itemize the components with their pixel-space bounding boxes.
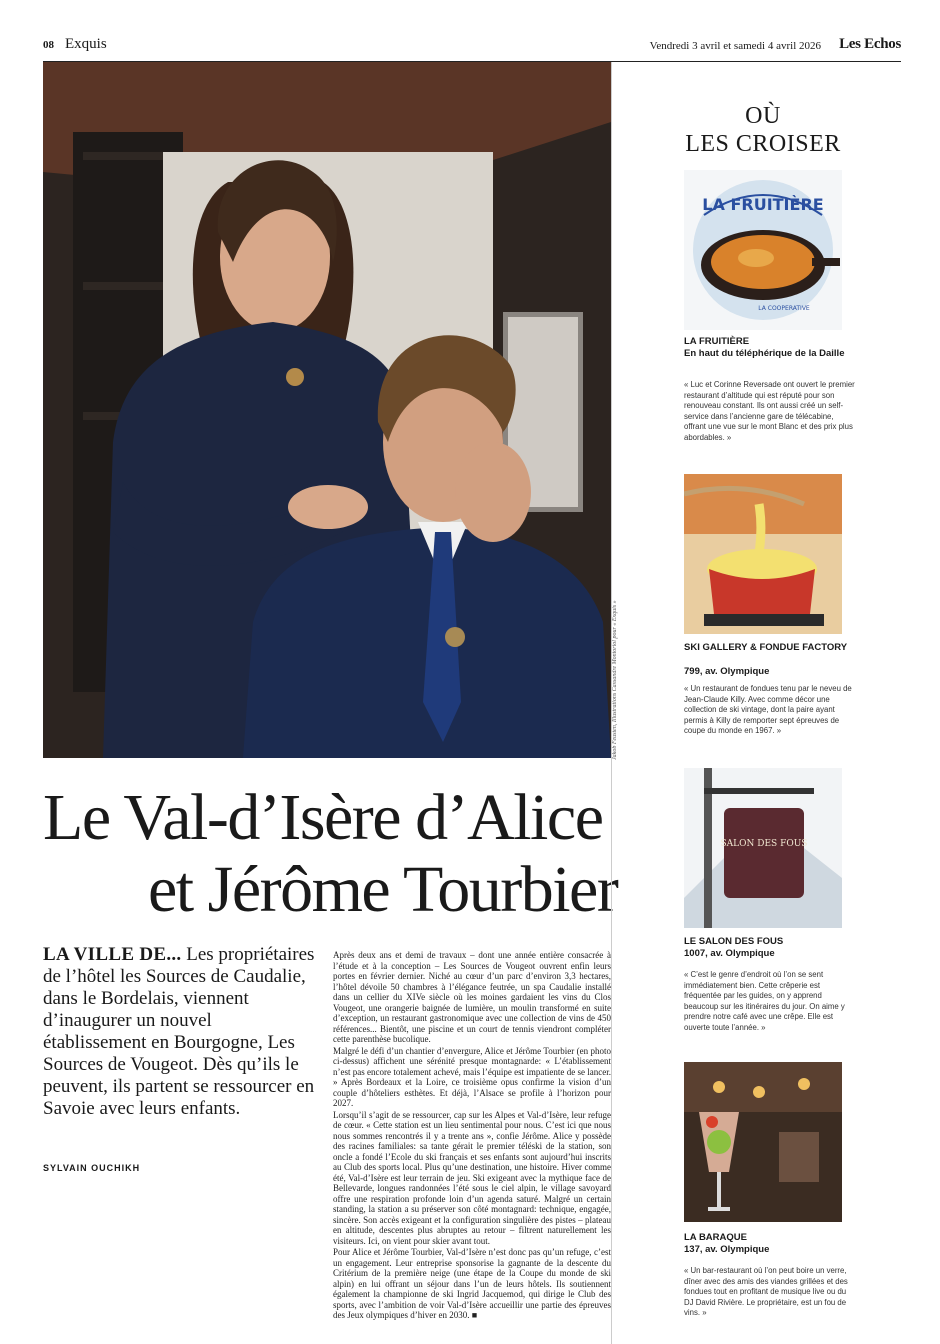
salon-sign-text: SALON DES FOUS: [720, 839, 808, 849]
body-paragraph: Malgré le défi d’un chantier d’envergure, Alice et Jérôme Tourbier (en photo ci-dessus) affichent une sérénité presque montagnarde: « L’établissement n’est pas encore totalement achevé, mais l’équipe est impatiente de se lancer. » Après Bordeaux et la Loire, ce troisième opus confirme la vision d’un couple d’hôteliers esthètes. Et déjà, l’Alsace se profile à l’horizon pour 2027.: [333, 1045, 611, 1108]
baraque-illustration: [684, 1062, 842, 1222]
fruitiere-sign-subtext: LA COOPERATIVE: [758, 305, 810, 312]
newspaper-logo: Les Echos: [839, 36, 901, 52]
photo-credit: Jakob Feusten, Illustrations Cassandre Montoriol pour « Exquis »: [612, 600, 618, 760]
venue-quote: « Luc et Corinne Reversade ont ouvert le premier restaurant d’altitude qui est réputé pour son renouveau constant. Ils ont aussi créé un self-service dans l’ancienne gare de télécabine, offrant une vue sur le mont Blanc et des prix plus abordables. »: [684, 380, 855, 442]
venue-name: LE SALON DES FOUS: [684, 936, 784, 947]
sidebar-title: [612, 102, 914, 158]
salon-des-fous-illustration: [684, 768, 842, 928]
sidebar-where-to-meet: [611, 62, 901, 1344]
venue-address: 1007, av. Olympique: [684, 948, 775, 959]
portrait-illustration: [43, 62, 611, 758]
headline-line-2: et Jérôme Tourbier: [148, 853, 618, 926]
author-byline: SYLVAIN OUCHIKH: [43, 1163, 141, 1173]
venue-name: LA BARAQUE: [684, 1232, 747, 1243]
headline-line-1: Le Val-d’Isère d’Alice: [43, 781, 603, 854]
article-body: [333, 950, 611, 1322]
section-name: Exquis: [65, 36, 107, 52]
page-number: 08: [43, 39, 54, 51]
fruitiere-sign-text: LA FRUITIÈRE: [702, 195, 824, 214]
venue-address: En haut du téléphérique de la Daille: [684, 348, 845, 359]
issue-date: Vendredi 3 avril et samedi 4 avril 2026: [649, 40, 821, 52]
fondue-illustration: [684, 474, 842, 634]
body-paragraph: Lorsqu’il s’agit de se ressourcer, cap sur les Alpes et Val-d’Isère, leur refuge de cœur. « Cette station est un lieu sentimental pour nous. C’est ici que nous nous sommes rencontrés il y a trente ans », confie Jérôme. Alice y possède des racines familiales: sa tante gérait le premier téléski de la station, son oncle a fondé l’Ecole du ski français et ses enfants sont aujourd’hui inscrits au Club des sports local. Plus qu’une destination, une histoire. Hiver comme été, Val-d’Isère est leur terrain de jeu. Ski exigeant avec la mythique face de Bellevarde, longues randonnées l’été sous le ciel alpin, le village savoyard offre une respiration profonde loin d’un agenda saturé. Malgré un certain standing, la station a su préserver son côté montagnard: technique, engagée, sincère. Son accès exigeant et la configuration singulière des pistes – plateau en altitude, descentes plus abruptes au retour – filtrent naturellement les visiteurs. Ici, on vient pour skier avant tout.: [333, 1109, 611, 1246]
lead-kicker: LA VILLE DE...: [43, 944, 182, 965]
venue-address: 799, av. Olympique: [684, 666, 770, 677]
article-lead: [43, 944, 318, 1120]
venue-quote: « Un restaurant de fondues tenu par le neveu de Jean-Claude Killy. Avec comme décor une collection de ski vintage, dont la paire ayant permis à Killy de remporter sept épreuves de coupe du monde en 1967. »: [684, 684, 852, 735]
lead-text: Les propriétaires de l’hôtel les Sources de Caudalie, dans le Bordelais, viennent d’inaugurer un nouvel établissement en Bourgogne, Les Sources de Vougeot. Dès qu’ils le peuvent, ils partent se ressourcer en Savoie avec leurs enfants.: [43, 944, 315, 1119]
sidebar-title-line-1: OÙ: [745, 103, 781, 129]
portrait-photo: [43, 62, 611, 758]
body-paragraph: Après deux ans et demi de travaux – dont une année entière consacrée à l’étude et à la conception – Les Sources de Vougeot ouvrent enfin leurs portes en février dernier. Niché au cœur d’un parc d’environ 3,3 hectares, l’hôtel dévoile 50 chambres à l’élégance feutrée, un spa Caudalie installé dans un cellier du XIVe siècle où les moines gardaient les vins du Clos Vougeot, une orangerie baignée de lumière, un moulin transformé en suite d’exception, un restaurant gastronomique avec une collection de vins de 450 références... Bientôt, une piscine et un court de tennis viendront compléter cette parenthèse bucolique.: [333, 950, 611, 1044]
fruitiere-illustration: [684, 170, 842, 330]
body-paragraph: Pour Alice et Jérôme Tourbier, Val-d’Isère n’est donc pas qu’un refuge, c’est un engagement. Leur entreprise sponsorise la gagnante de la descente du Critérium de la première neige (une étape de la Coupe du monde de ski alpin) en lui offrant un séjour dans l’un de leurs hôtels. Ils soutiennent également la championne de ski Ingrid Jacquemod, qui dirige le Club des sports, avec l’ambition de voir Val-d’Isère accueillir une partie des épreuves des Jeux olympiques d’hiver en 2030. ■: [333, 1247, 611, 1320]
sidebar-title-line-2: LES CROISER: [685, 131, 841, 157]
venue-address: 137, av. Olympique: [684, 1244, 770, 1255]
venue-quote: « Un bar-restaurant où l’on peut boire un verre, dîner avec des amis des viandes grillées et des fondues tout en profitant de musique live ou du DJ David Rivière. Le propriétaire, est un fou de vins. »: [684, 1266, 848, 1317]
page-header: [43, 36, 901, 62]
article-headline: [43, 782, 663, 926]
venue-quote: « C’est le genre d’endroit où l’on se sent immédiatement bien. Cette crêperie est fréquentée par les guides, on y apprend beaucoup sur les itinéraires du jour. On aime y prendre notre café avec une crêpe. Elle est ouverte toute l’année. »: [684, 970, 845, 1032]
venue-name: SKI GALLERY & FONDUE FACTORY: [684, 642, 848, 653]
venue-name: LA FRUITIÈRE: [684, 336, 750, 347]
